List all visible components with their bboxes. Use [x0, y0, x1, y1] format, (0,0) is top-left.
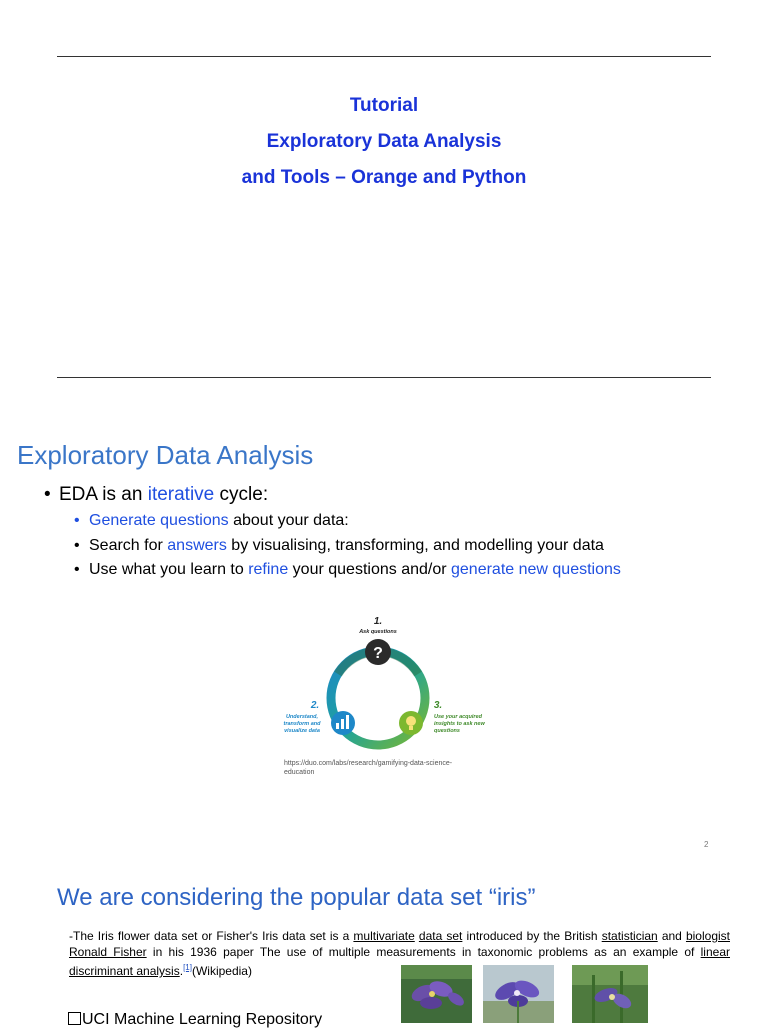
step-2-number: 2. [310, 700, 320, 711]
step-2-label-3: visualize data [284, 728, 320, 734]
repo-line [68, 1011, 322, 1029]
sub-bullet-mid: your questions and/or [288, 561, 451, 578]
step-2-label-1: Understand, [285, 714, 319, 720]
eda-bullet [44, 484, 268, 506]
para-text: introduced by the British [462, 929, 602, 943]
bullet-text: EDA is an [59, 484, 148, 505]
title-line-2: Exploratory Data Analysis [266, 131, 502, 152]
iris-setosa-photo [401, 965, 472, 1023]
eda-heading: Exploratory Data Analysis [17, 440, 314, 470]
step-3-label-3: questions [434, 728, 460, 734]
top-divider [57, 56, 711, 57]
title-line-3: and Tools – Orange and Python [241, 167, 527, 188]
title-line-1: Tutorial [349, 95, 419, 116]
tutorial-title [0, 92, 768, 200]
sub-bullet-suffix: by visualising, transforming, and modelling your data [226, 537, 604, 554]
link-data-set[interactable]: data set [418, 929, 463, 943]
link-ronald-fisher[interactable]: Ronald Fisher [69, 945, 147, 959]
bullet-suffix: cycle: [214, 484, 269, 505]
sub-bullet-highlight: answers [167, 537, 227, 554]
sub-bullet-highlight: refine [248, 561, 289, 578]
sub-bullet-highlight: Generate questions [89, 512, 229, 529]
bullet-highlight: iterative [147, 484, 215, 505]
iris-virginica-photo [572, 965, 648, 1023]
step-3-label-2: insights to ask new [434, 721, 485, 727]
step-1-number: 1. [373, 616, 383, 627]
page-number: 2 [704, 840, 709, 849]
checkbox-icon [68, 1012, 81, 1025]
image-credit: https://duo.com/labs/research/gamifying-data-science-education [284, 760, 453, 776]
step-1-label: Ask questions [359, 629, 397, 635]
para-text: . [179, 964, 184, 978]
para-text: in his 1936 paper The use of multiple measurements in taxonomic problems as an example of [146, 945, 701, 959]
link-lda[interactable]: linear discriminant analysis [69, 945, 730, 978]
sub-bullet-text: Use what you learn to [89, 561, 249, 578]
iris-heading: We are considering the popular data set “iris” [57, 884, 536, 911]
sub-bullet-1 [74, 512, 349, 530]
eda-cycle-diagram [270, 610, 500, 760]
sub-bullet-2 [74, 537, 604, 555]
link-biologist[interactable]: biologist [685, 929, 730, 943]
iris-versicolor-photo [483, 965, 554, 1023]
para-text: and [657, 929, 686, 943]
repo-label: UCI Machine Learning Repository [82, 1011, 323, 1028]
sub-bullet-text: Search for [89, 537, 168, 554]
sub-bullet-text: about your data: [228, 512, 349, 529]
para-text: -The Iris flower data set or Fisher's Iris data set is a [69, 929, 354, 943]
link-statistician[interactable]: statistician [601, 929, 658, 943]
bullet-dot: • [44, 484, 51, 505]
step-2-label-2: transform and [283, 721, 321, 727]
link-multivariate[interactable]: multivariate [353, 929, 415, 943]
step-3-number: 3. [433, 700, 443, 711]
bottom-divider [57, 377, 711, 378]
reference-link[interactable]: [1] [183, 963, 192, 972]
bullet-dot: • [74, 537, 80, 554]
sub-bullet-highlight-2: generate new questions [451, 561, 621, 578]
bullet-dot: • [74, 561, 80, 578]
para-text: (Wikipedia) [191, 964, 252, 978]
question-mark: ? [373, 645, 383, 662]
sub-bullet-3 [74, 561, 621, 579]
step-3-label-1: Use your acquired [434, 714, 482, 720]
bullet-dot: • [74, 512, 80, 529]
